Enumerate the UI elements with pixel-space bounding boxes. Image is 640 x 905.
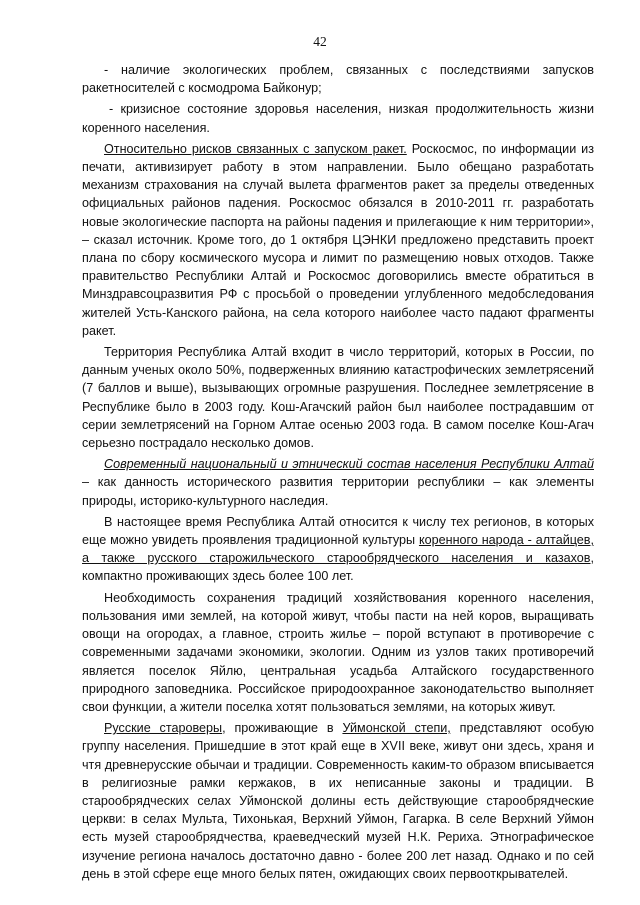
underlined-text: коренного народа - алтайцев, а также русского старожильческого старообрядческого населения и казахов — [82, 533, 594, 566]
paragraph-ethnic-composition — [82, 455, 594, 510]
page-number: 42 — [313, 34, 327, 49]
paragraph-text: представляют особую группу населения. Пришедшие в этот край еще в XVII веке, живут они здесь, храня и чтя древнерусские обычаи и традиции. Современность каким-то образом вписывается в религиозные рамки кержаков, в их неписанные законы и традиции. В старообрядческих селах Уймонской долины есть действующие старообрядческие церкви: в селах Мульта, Тихонькая, Верхний Уймон, Гагарка. В селе Верхний Уймон есть музей старообрядчества, краеведческий музей Н.К. Рериха. Этнографическое изучение региона началось достаточно давно - более 200 лет назад. Однако и по сей день в этой сфере еще много белых пятен, ожидающих своих первооткрывателей. — [82, 721, 594, 881]
paragraph-earthquakes: Территория Республика Алтай входит в число территорий, которых в России, по данным ученых около 50%, подверженных влиянию катастрофических землетрясений (7 баллов и выше), вызывающих огромные разрушения. Последнее землетрясение в Республике было в 2003 году. Кош-Агачский район был наиболее пострадавшим от серии землетрясений на Горном Алтае осенью 2003 года. В самом поселке Кош-Агач серьезно пострадало несколько домов. — [82, 345, 594, 451]
paragraph-text: Роскосмос, по информации из печати, активизирует работу в этом направлении. Было обещано разработать механизм страхования на случай вылета фрагментов ракет за пределы отведенных официальных районов падения. Роскосмос обязался в 2010-2011 гг. разработать новые экологические паспорта на районы падения и прилегающие к ним территории», – сказал источник. Кроме того, до 1 октября ЦЭНКИ предложено представить проект плана по сбору космического мусора и лимит по размещению новых отходов. Также правительство Республики Алтай и Роскосмос договорились вместе обратиться в Минздравсоцразвития РФ с просьбой о проведении углубленного медобследования жителей Усть-Канского района, на села которого наиболее часто падают фрагменты ракет. — [82, 141, 594, 338]
paragraph-rocket-risks — [82, 140, 594, 340]
paragraph-heading: Современный национальный и этнический состав населения Республики Алтай — [104, 457, 594, 472]
paragraph-old-believers — [82, 719, 594, 883]
underlined-text: Русские староверы — [104, 721, 223, 736]
paragraph-text: , компактно проживающих здесь более 100 лет. — [82, 551, 594, 584]
paragraph-heading: Относительно рисков связанных с запуском ракет. — [104, 141, 407, 156]
paragraph-traditional-culture — [82, 513, 594, 586]
page-body — [82, 61, 594, 886]
paragraph-text: , проживающие в — [222, 721, 343, 736]
paragraph-land-use: Необходимость сохранения традиций хозяйствования коренного населения, пользования ими землей, на которой живут, чтобы пасти на ней коров, выращивать овощи на огородах, а главное, строить жилье – порой вступают в противоречие с современными задачами экономики, экологии. Одним из узлов таких противоречий является поселок Яйлю, центральная усадьба Алтайского государственного природного заповедника. Российское природоохранное законодательство выполняет свои функции, а жители поселка хотят пользоваться землями, на которых живут. — [82, 590, 594, 714]
paragraph-text: В настоящее время Республика Алтай относится к числу тех регионов, в которых еще можно увидеть проявления традиционной культуры — [82, 514, 594, 548]
paragraph-text: – как данность исторического развития территории республики – как элементы природы, историко-культурного наследия. — [82, 475, 594, 508]
paragraph-health: - кризисное состояние здоровья населения, низкая продолжительность жизни коренного населения. — [82, 102, 594, 135]
paragraph-ecology: - наличие экологических проблем, связанных с последствиями запусков ракетносителей с космодрома Байконур; — [82, 63, 594, 96]
underlined-text: Уймонской степи, — [342, 721, 451, 736]
